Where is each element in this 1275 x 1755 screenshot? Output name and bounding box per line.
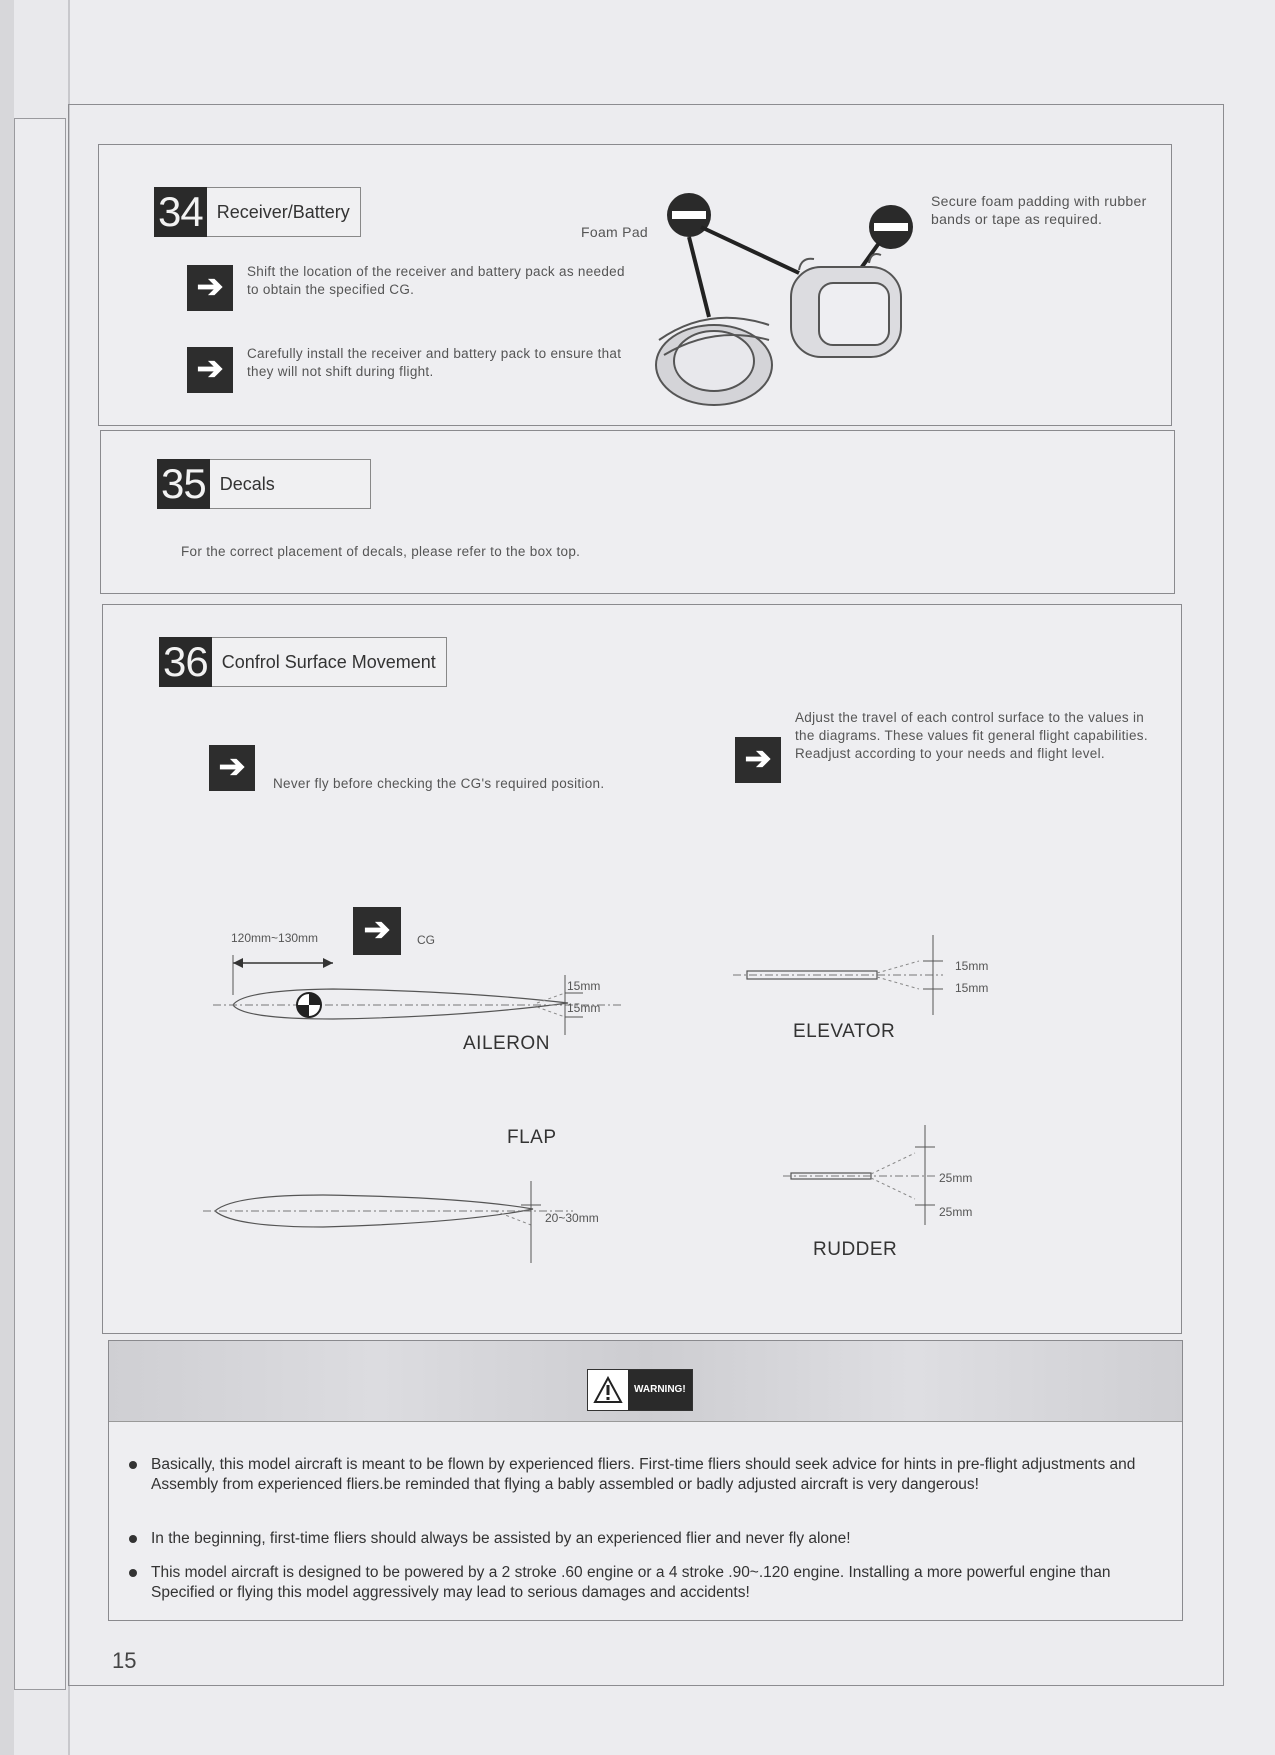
rudder-left-value: 25mm [939, 1171, 973, 1185]
step-title: Receiver/Battery [207, 187, 361, 237]
elevator-up-value: 15mm [955, 959, 989, 973]
battery-pack-icon [656, 318, 772, 405]
binding-strip [0, 0, 14, 1755]
step-number: 34 [154, 187, 207, 237]
warning-header-band [109, 1341, 1182, 1422]
aileron-diagram [203, 945, 623, 1055]
step-title: Decals [210, 459, 371, 509]
foam-callout-icon [869, 205, 913, 249]
page-number: 15 [112, 1648, 137, 1673]
warning-triangle-icon [588, 1370, 628, 1410]
aileron-up-value: 15mm [567, 979, 601, 993]
step-number: 36 [159, 637, 212, 687]
aileron-down-value: 15mm [567, 1001, 601, 1015]
elevator-diagram [723, 935, 963, 1015]
rudder-diagram [775, 1125, 965, 1225]
foam-pad-label: Foam Pad [581, 224, 648, 240]
step-34-header [154, 187, 361, 237]
warning-item: Basically, this model aircraft is meant to be flown by experienced fliers. First-time fliers should seek advice for hints in pre-flight adjustments and Assembly from experienced fliers.be reminded that flying a bably assembled or badly adjusted aircraft is very dangerous! [129, 1455, 1169, 1495]
foam-pad-illustration [619, 175, 939, 415]
warning-badge-text: WARNING! [628, 1370, 692, 1410]
rudder-right-value: 25mm [939, 1205, 973, 1219]
cg-range-label: 120mm~130mm [231, 931, 319, 945]
elevator-down-value: 15mm [955, 981, 989, 995]
step-36-header [159, 637, 447, 687]
arrow-right-icon: ➔ [209, 745, 255, 791]
arrow-right-icon: ➔ [187, 265, 233, 311]
warning-badge [587, 1369, 693, 1411]
receiver-pack-icon [791, 254, 901, 357]
step-34-note-1: Shift the location of the receiver and battery pack as needed to obtain the specified CG. [247, 264, 625, 297]
flap-down-value: 20~30mm [545, 1211, 599, 1225]
warning-section [108, 1340, 1183, 1621]
foam-note: Secure foam padding with rubber bands or tape as required. [931, 193, 1147, 227]
bullet-icon [129, 1569, 137, 1577]
warning-item: In the beginning, first-time fliers should always be assisted by an experienced flier and never fly alone! [129, 1529, 1169, 1549]
arrow-right-icon: ➔ [353, 907, 401, 955]
flap-label: FLAP [507, 1127, 557, 1148]
arrow-right-icon: ➔ [187, 347, 233, 393]
previous-page-edge [14, 118, 66, 1690]
step-35-section [100, 430, 1175, 594]
step-34-note-2: Carefully install the receiver and battery pack to ensure that they will not shift during flight. [247, 346, 622, 379]
cg-marker-icon [297, 993, 321, 1017]
step-34-section [98, 144, 1172, 426]
rudder-label: RUDDER [813, 1239, 898, 1260]
cg-note: Never fly before checking the CG's required position. [273, 776, 605, 791]
bullet-icon [129, 1535, 137, 1543]
elevator-label: ELEVATOR [793, 1021, 896, 1042]
arrow-right-icon: ➔ [735, 737, 781, 783]
warning-item: This model aircraft is designed to be powered by a 2 stroke .60 engine or a 4 stroke .90~.120 engine. Installing a more powerful engine than Specified or flying this model aggressively may lead to serious damages and accidents! [129, 1563, 1169, 1603]
step-title: Confrol Surface Movement [212, 637, 447, 687]
cg-label: CG [417, 933, 435, 947]
aileron-label: AILERON [463, 1033, 550, 1054]
bullet-icon [129, 1461, 137, 1469]
step-number: 35 [157, 459, 210, 509]
step-36-section [102, 604, 1182, 1334]
decals-note: For the correct placement of decals, please refer to the box top. [181, 544, 581, 559]
step-35-header [157, 459, 371, 509]
adjust-note: Adjust the travel of each control surface to the values in the diagrams. These values fit general flight capabilities. Readjust according to your needs and flight level. [795, 710, 1148, 761]
